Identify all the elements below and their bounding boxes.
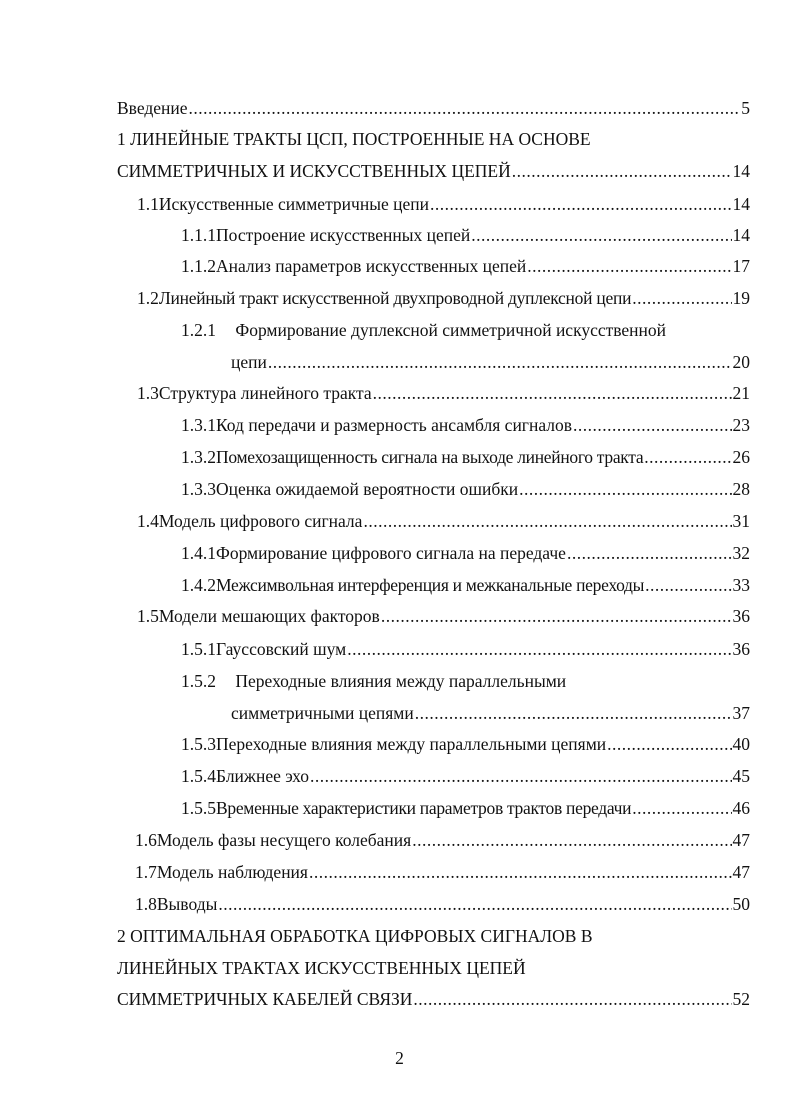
toc-entry-1-5-5[interactable] — [181, 797, 750, 819]
section-number: 1.1.2 — [181, 256, 216, 276]
toc-page: 28 — [732, 479, 750, 499]
leader-dots — [527, 255, 731, 277]
toc-page: 37 — [732, 703, 750, 723]
toc-page: 33 — [732, 575, 750, 595]
leader-dots — [363, 510, 731, 532]
section-number: 1.2 — [137, 288, 159, 308]
leader-dots — [381, 605, 732, 627]
section-number: 1.3.1 — [181, 415, 216, 435]
section-number: 1.5.5 — [181, 798, 216, 818]
toc-page: 31 — [732, 511, 750, 531]
toc-title: Переходные влияния между параллельными цепями — [216, 734, 607, 754]
leader-dots — [645, 574, 731, 596]
toc-page: 47 — [732, 830, 750, 850]
leader-dots — [412, 829, 731, 851]
leader-dots — [644, 446, 731, 468]
leader-dots — [347, 638, 731, 660]
toc-title: Модель фазы несущего колебания — [156, 830, 412, 850]
toc-entry-1-5-2-line1[interactable] — [181, 670, 566, 692]
toc-page: 21 — [732, 383, 750, 403]
section-number: 1.6 — [135, 830, 157, 850]
toc-title: Структура линейного тракта — [158, 383, 372, 403]
toc-title-continued: цепи — [231, 352, 267, 372]
leader-dots — [415, 702, 732, 724]
toc-page: 50 — [732, 894, 750, 914]
toc-title: Модель цифрового сигнала — [158, 511, 363, 531]
toc-entry-1-2-1-line1[interactable] — [181, 319, 666, 341]
leader-dots — [567, 542, 732, 564]
section-number: 1.2.1 — [181, 320, 216, 340]
section-number: 1.5.1 — [181, 639, 216, 659]
toc-entry-chapter-1[interactable] — [117, 160, 750, 182]
toc-title: Оценка ожидаемой вероятности ошибки — [216, 479, 519, 499]
leader-dots — [189, 97, 741, 119]
toc-entry-chapter-2[interactable] — [117, 988, 750, 1010]
section-number: 1.4.1 — [181, 543, 216, 563]
toc-entry-1-7[interactable] — [135, 861, 750, 883]
toc-title: Межсимвольная интерференция и межканальные переходы — [216, 575, 645, 595]
chapter-1-heading-line1[interactable]: 1 ЛИНЕЙНЫЕ ТРАКТЫ ЦСП, ПОСТРОЕННЫЕ НА ОСНОВЕ — [117, 129, 591, 149]
toc-title: Построение искусственных цепей — [216, 225, 471, 245]
section-number: 1.5.3 — [181, 734, 216, 754]
toc-page: 46 — [732, 798, 750, 818]
toc-entry-1-2[interactable] — [137, 287, 750, 309]
leader-dots — [471, 224, 731, 246]
toc-title: Искусственные симметричные цепи — [158, 194, 429, 214]
toc-title: Ближнее эхо — [216, 766, 309, 786]
toc-title: Модели мешающих факторов — [158, 606, 380, 626]
toc-page: 20 — [732, 352, 750, 372]
toc-entry-1-3-1[interactable] — [181, 414, 750, 436]
toc-page: 45 — [732, 766, 750, 786]
toc-page: 19 — [732, 288, 750, 308]
toc-title: Анализ параметров искусственных цепей — [216, 256, 527, 276]
toc-title: Модель наблюдения — [156, 862, 308, 882]
toc-title: Временные характеристики параметров трактов передачи — [216, 798, 632, 818]
leader-dots — [607, 733, 731, 755]
toc-title: Введение — [117, 98, 188, 118]
leader-dots — [309, 861, 732, 883]
toc-entry-1-8[interactable] — [135, 893, 750, 915]
toc-page: 5 — [741, 98, 750, 118]
section-number: 1.4.2 — [181, 575, 216, 595]
leader-dots — [519, 478, 731, 500]
leader-dots — [632, 287, 731, 309]
toc-title: Формирование дуплексной симметричной искусственной — [235, 320, 667, 340]
chapter-2-heading-line2[interactable]: ЛИНЕЙНЫХ ТРАКТАХ ИСКУССТВЕННЫХ ЦЕПЕЙ — [117, 958, 526, 978]
toc-title: Формирование цифрового сигнала на передаче — [216, 543, 566, 563]
toc-page: 14 — [732, 194, 750, 214]
leader-dots — [218, 893, 731, 915]
toc-title: Код передачи и размерность ансамбля сигналов — [216, 415, 573, 435]
section-number: 1.3.2 — [181, 447, 216, 467]
leader-dots — [632, 797, 731, 819]
toc-page: 47 — [732, 862, 750, 882]
toc-entry-1-5-2[interactable] — [231, 702, 750, 724]
toc-entry-intro[interactable] — [117, 97, 750, 119]
section-number: 1.5.2 — [181, 671, 216, 691]
toc-title: СИММЕТРИЧНЫХ И ИСКУССТВЕННЫХ ЦЕПЕЙ — [117, 161, 511, 181]
toc-entry-1-3[interactable] — [137, 382, 750, 404]
toc-page: 40 — [732, 734, 750, 754]
toc-entry-1-3-2[interactable] — [181, 446, 750, 468]
leader-dots — [430, 193, 732, 215]
toc-entry-1-5-3[interactable] — [181, 733, 750, 755]
toc-page: 32 — [732, 543, 750, 563]
toc-page: 23 — [732, 415, 750, 435]
toc-entry-1-3-3[interactable] — [181, 478, 750, 500]
toc-page: 36 — [732, 639, 750, 659]
leader-dots — [512, 160, 732, 182]
section-number: 1.8 — [135, 894, 157, 914]
leader-dots — [310, 765, 732, 787]
toc-title: Выводы — [156, 894, 218, 914]
toc-title: Переходные влияния между параллельными — [235, 671, 567, 691]
page-number: 2 — [395, 1048, 404, 1068]
toc-page: 17 — [732, 256, 750, 276]
section-number: 1.3 — [137, 383, 159, 403]
leader-dots — [573, 414, 731, 436]
toc-entry-1-2-1[interactable] — [231, 351, 750, 373]
toc-page: 14 — [732, 161, 750, 181]
toc-page: 36 — [732, 606, 750, 626]
toc-entry-1-5[interactable] — [137, 605, 750, 627]
section-number: 1.5.4 — [181, 766, 216, 786]
toc-title: Линейный тракт искусственной двухпроводной дуплексной цепи — [158, 288, 632, 308]
toc-entry-1-5-1[interactable] — [181, 638, 750, 660]
section-number: 1.3.3 — [181, 479, 216, 499]
toc-entry-1-4-2[interactable] — [181, 574, 750, 596]
toc-entry-1-5-4[interactable] — [181, 765, 750, 787]
toc-entry-1-4[interactable] — [137, 510, 750, 532]
toc-page: 52 — [732, 989, 750, 1009]
toc-title: Гауссовский шум — [216, 639, 347, 659]
leader-dots — [268, 351, 732, 373]
section-number: 1.7 — [135, 862, 157, 882]
toc-title-continued: симметричными цепями — [231, 703, 414, 723]
toc-entry-1-6[interactable] — [135, 829, 750, 851]
section-number: 1.4 — [137, 511, 159, 531]
toc-title: СИММЕТРИЧНЫХ КАБЕЛЕЙ СВЯЗИ — [117, 989, 413, 1009]
leader-dots — [413, 988, 731, 1010]
toc-entry-1-4-1[interactable] — [181, 542, 750, 564]
section-number: 1.5 — [137, 606, 159, 626]
toc-entry-1-1-1[interactable] — [181, 224, 750, 246]
toc-entry-1-1[interactable] — [137, 193, 750, 215]
toc-title: Помехозащищенность сигнала на выходе линейного тракта — [216, 447, 644, 467]
toc-entry-1-1-2[interactable] — [181, 255, 750, 277]
toc-page: 26 — [732, 447, 750, 467]
chapter-2-heading-line1[interactable]: 2 ОПТИМАЛЬНАЯ ОБРАБОТКА ЦИФРОВЫХ СИГНАЛОВ В — [117, 926, 593, 946]
toc-page: 14 — [732, 225, 750, 245]
leader-dots — [373, 382, 732, 404]
section-number: 1.1 — [137, 194, 159, 214]
section-number: 1.1.1 — [181, 225, 216, 245]
